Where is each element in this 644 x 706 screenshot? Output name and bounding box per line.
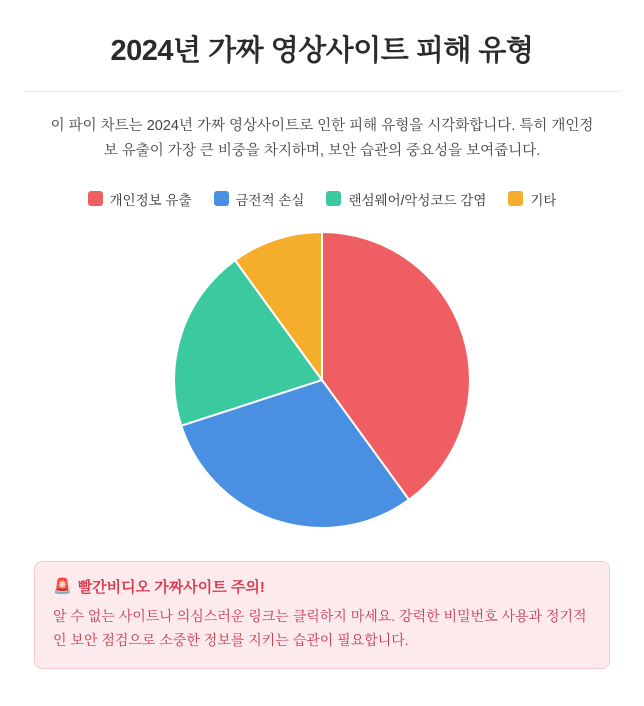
callout-title-text: 빨간비디오 가짜사이트 주의! (77, 578, 265, 596)
pie-chart-svg[interactable] (172, 230, 472, 530)
legend-item[interactable] (88, 189, 192, 209)
legend-swatch-financial-loss (214, 191, 229, 206)
legend-swatch-personal-info (88, 191, 103, 206)
legend-item[interactable] (214, 189, 305, 209)
legend-swatch-other (508, 191, 523, 206)
legend-label: 기타 (530, 192, 557, 208)
callout-body-text: 알 수 없는 사이트나 의심스러운 링크는 클릭하지 마세요. 강력한 비밀번호 사용과 정기적인 보안 점검으로 소중한 정보를 지키는 습관이 필요합니다. (53, 607, 587, 648)
chart-legend (28, 189, 616, 209)
legend-item[interactable] (326, 189, 486, 209)
legend-label: 랜섬웨어/악성코드 감염 (348, 192, 487, 208)
legend-item[interactable] (508, 189, 556, 209)
legend-label: 금전적 손실 (235, 192, 305, 208)
chart-description: 이 파이 차트는 2024년 가짜 영상사이트로 인한 피해 유형을 시각화합니다. 특히 개인정보 유출이 가장 큰 비중을 차지하며, 보안 습관의 중요성을 보여줍니다. (50, 118, 594, 160)
page-title: 2024년 가짜 영상사이트 피해 유형 (24, 0, 620, 92)
pie-chart-area (28, 215, 616, 545)
legend-swatch-ransomware (326, 191, 341, 206)
pie-chart[interactable] (172, 230, 472, 530)
callout-title-row (53, 576, 591, 597)
warning-callout (34, 561, 610, 670)
siren-icon: 🚨 (53, 577, 72, 595)
legend-label: 개인정보 유출 (109, 192, 192, 208)
